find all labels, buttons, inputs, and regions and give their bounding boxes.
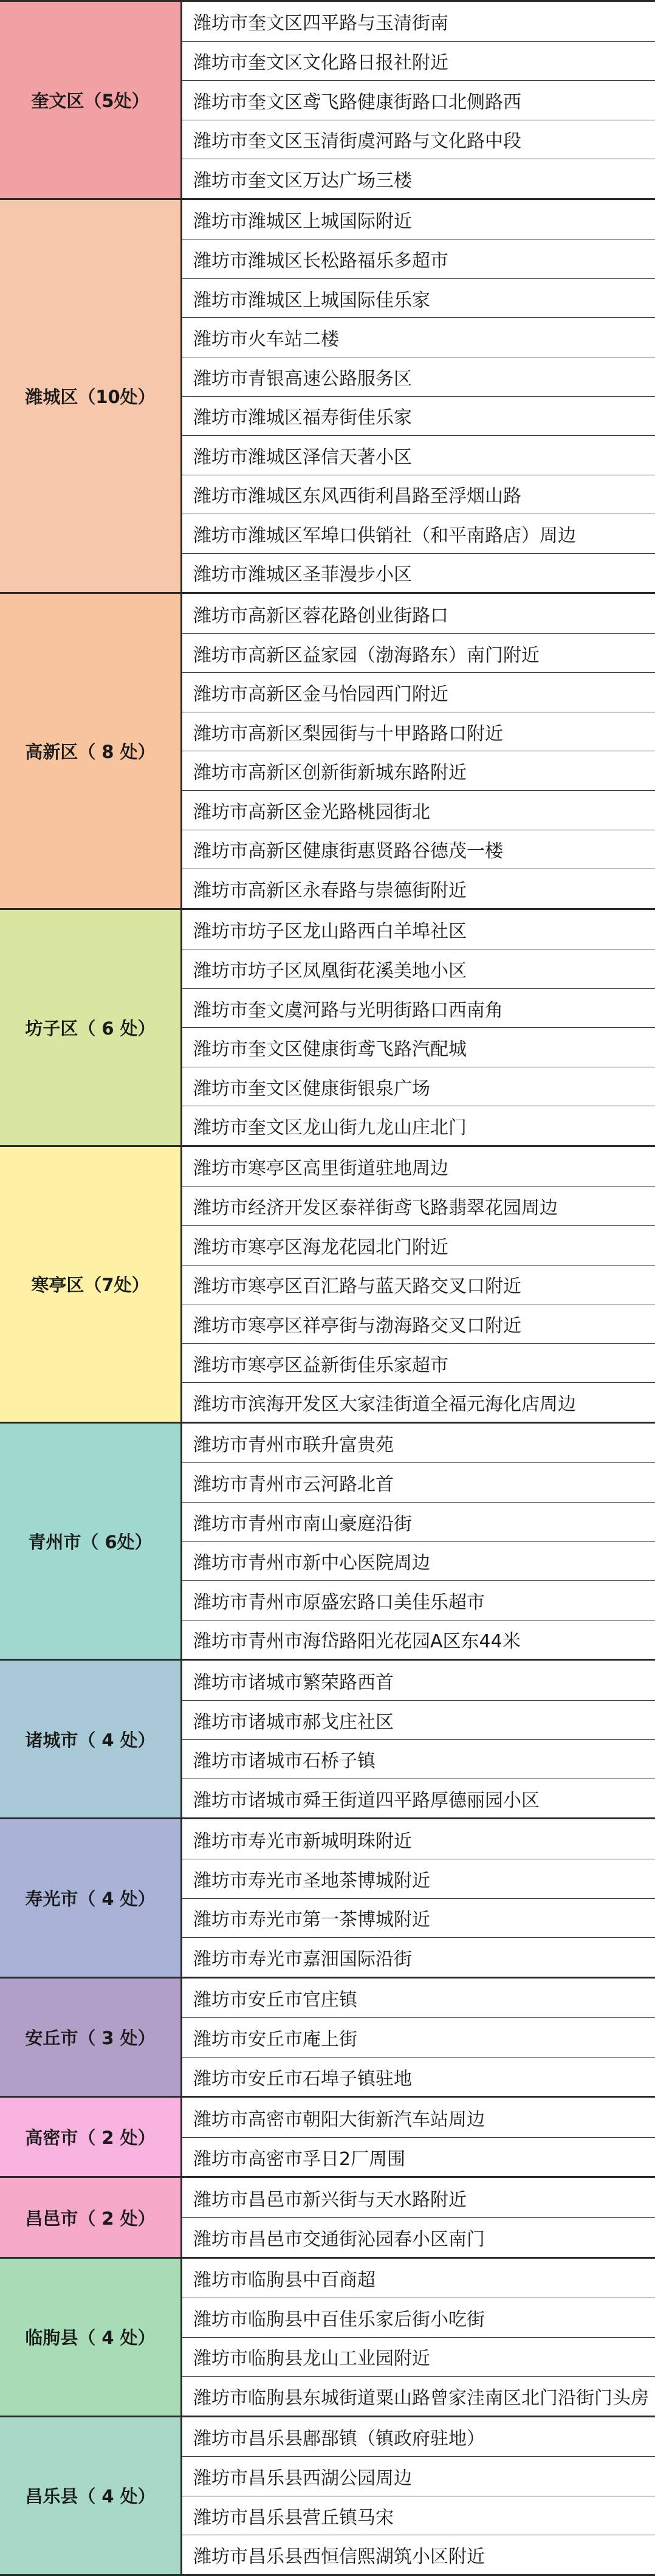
district-section <box>0 2178 655 2256</box>
location-item: 潍坊市潍城区福寿街佳乐家 <box>182 396 655 436</box>
district-label: 寿光市（ 4 处） <box>0 1819 182 1976</box>
district-label: 青州市（ 6处） <box>0 1424 182 1659</box>
location-item: 潍坊市昌邑市交通街沁园春小区南门 <box>182 2217 655 2257</box>
location-item: 潍坊市滨海开发区大家洼街道全福元海化店周边 <box>182 1382 655 1422</box>
location-item: 潍坊市临朐县中百商超 <box>193 2269 376 2291</box>
location-item: 潍坊市高新区永春路与崇德街附近 <box>182 869 655 908</box>
location-item: 潍坊市安丘市官庄镇 <box>193 1989 357 2011</box>
location-item: 潍坊市奎文区健康街银泉广场 <box>182 1067 655 1106</box>
district-section <box>0 1661 655 1817</box>
location-list <box>182 1661 655 1817</box>
location-item: 潍坊市奎文区龙山街九龙山庄北门 <box>182 1106 655 1145</box>
district-label: 高新区（ 8 处） <box>0 594 182 907</box>
location-item: 潍坊市寒亭区益新街佳乐家超市 <box>182 1343 655 1383</box>
location-item: 潍坊市寿光市新城明珠附近 <box>193 1830 412 1852</box>
location-item: 潍坊市奎文区文化路日报社附近 <box>182 41 655 81</box>
location-item: 潍坊市诸城市舜王街道四平路厚德丽园小区 <box>182 1779 655 1818</box>
location-list <box>182 1424 655 1659</box>
location-item: 潍坊市青州市新中心医院周边 <box>182 1541 655 1581</box>
location-item: 潍坊市潍城区泽信天著小区 <box>182 435 655 475</box>
location-item: 潍坊市临朐县东城街道粟山路曾家洼南区北门沿街门头房 <box>182 2376 655 2416</box>
location-item: 潍坊市潍城区上城国际佳乐家 <box>182 278 655 318</box>
location-item: 潍坊市寿光市圣地茶博城附近 <box>182 1859 655 1898</box>
district-label: 寒亭区（7处） <box>0 1147 182 1422</box>
location-item: 潍坊市诸城市郝戈庄社区 <box>182 1700 655 1740</box>
location-item: 潍坊市安丘市庵上街 <box>182 2017 655 2057</box>
location-list <box>182 910 655 1145</box>
location-item: 潍坊市寒亭区祥亭街与渤海路交叉口附近 <box>182 1304 655 1343</box>
district-label: 安丘市（ 3 处） <box>0 1978 182 2096</box>
location-item: 潍坊市高新区金光路桃园街北 <box>182 790 655 830</box>
location-item: 潍坊市潍城区长松路福乐多超市 <box>182 239 655 278</box>
location-list <box>182 2417 655 2574</box>
location-item: 潍坊市潍城区上城国际附近 <box>193 211 412 233</box>
location-item: 潍坊市高密市孚日2厂周围 <box>182 2137 655 2177</box>
location-item: 潍坊市青州市联升富贵苑 <box>193 1434 394 1456</box>
location-item: 潍坊市青州市南山豪庭沿街 <box>182 1502 655 1541</box>
location-item: 潍坊市青州市海岱路阳光花园A区东44米 <box>182 1620 655 1659</box>
location-item: 潍坊市青州市原盛宏路口美佳乐超市 <box>182 1580 655 1620</box>
location-item: 潍坊市青银高速公路服务区 <box>182 357 655 396</box>
district-section <box>0 2417 655 2574</box>
location-item: 潍坊市奎文区玉清街虞河路与文化路中段 <box>182 120 655 159</box>
location-item: 潍坊市昌乐县鄌郚镇（镇政府驻地） <box>193 2428 485 2450</box>
district-section <box>0 1424 655 1659</box>
location-item: 潍坊市寒亭区高里街道驻地周边 <box>193 1158 448 1180</box>
district-section <box>0 2098 655 2176</box>
location-item: 潍坊市高新区益家园（渤海路东）南门附近 <box>182 633 655 673</box>
location-item: 潍坊市寿光市第一茶博城附近 <box>182 1898 655 1938</box>
district-section <box>0 1819 655 1976</box>
district-section <box>0 200 655 593</box>
location-item: 潍坊市高新区梨园街与十甲路路口附近 <box>182 712 655 751</box>
location-item: 潍坊市高新区健康街惠贤路谷德茂一楼 <box>182 830 655 869</box>
location-item: 潍坊市奎文区四平路与玉清街南 <box>193 13 448 35</box>
district-label: 临朐县（ 4 处） <box>0 2259 182 2416</box>
location-list <box>182 1978 655 2096</box>
district-label: 奎文区（5处） <box>0 2 182 198</box>
district-section <box>0 594 655 907</box>
location-item: 潍坊市奎文区万达广场三楼 <box>182 159 655 198</box>
location-item: 潍坊市潍城区圣菲漫步小区 <box>182 553 655 593</box>
district-label: 昌邑市（ 2 处） <box>0 2178 182 2256</box>
district-section <box>0 1147 655 1422</box>
location-item: 潍坊市诸城市石桥子镇 <box>182 1739 655 1779</box>
location-item: 潍坊市潍城区军埠口供销社（和平南路店）周边 <box>182 514 655 553</box>
location-item: 潍坊市昌邑市新兴街与天水路附近 <box>193 2189 467 2211</box>
location-item: 潍坊市高密市朝阳大街新汽车站周边 <box>193 2109 485 2130</box>
district-label: 潍城区（10处） <box>0 200 182 593</box>
location-list <box>182 2098 655 2176</box>
location-list <box>182 2259 655 2416</box>
location-list <box>182 1819 655 1976</box>
location-item: 潍坊市临朐县中百佳乐家后街小吃街 <box>182 2298 655 2337</box>
location-item: 潍坊市昌乐县营丘镇马宋 <box>182 2496 655 2535</box>
location-item: 潍坊市奎文区鸢飞路健康街路口北侧路西 <box>182 80 655 120</box>
location-item: 潍坊市坊子区龙山路西白羊埠社区 <box>193 921 467 942</box>
location-item: 潍坊市经济开发区泰祥街鸢飞路翡翠花园周边 <box>182 1186 655 1226</box>
location-item: 潍坊市诸城市繁荣路西首 <box>193 1672 394 1693</box>
district-section <box>0 2259 655 2416</box>
location-item: 潍坊市奎文区健康街鸢飞路汽配城 <box>182 1027 655 1067</box>
location-item: 潍坊市昌乐县西恒信熙湖筑小区附近 <box>182 2535 655 2574</box>
district-section <box>0 1978 655 2096</box>
location-item: 潍坊市临朐县龙山工业园附近 <box>182 2337 655 2377</box>
location-item: 潍坊市潍城区东风西街利昌路至浮烟山路 <box>182 475 655 514</box>
district-section <box>0 910 655 1145</box>
location-item: 潍坊市青州市云河路北首 <box>182 1462 655 1502</box>
district-label: 昌乐县（ 4 处） <box>0 2417 182 2574</box>
location-item: 潍坊市高新区创新街新城东路附近 <box>182 751 655 790</box>
location-item: 潍坊市坊子区凤凰街花溪美地小区 <box>182 949 655 988</box>
district-label: 坊子区（ 6 处） <box>0 910 182 1145</box>
location-item: 潍坊市高新区金马怡园西门附近 <box>182 672 655 712</box>
location-item: 潍坊市安丘市石埠子镇驻地 <box>182 2057 655 2096</box>
location-item: 潍坊市高新区蓉花路创业街路口 <box>193 605 448 627</box>
location-item: 潍坊市奎文虞河路与光明街路口西南角 <box>182 988 655 1028</box>
location-list <box>182 2 655 198</box>
location-item: 潍坊市火车站二楼 <box>182 317 655 357</box>
district-label: 诸城市（ 4 处） <box>0 1661 182 1817</box>
location-item: 潍坊市寿光市嘉沺国际沿街 <box>182 1937 655 1977</box>
location-item: 潍坊市昌乐县西湖公园周边 <box>182 2456 655 2496</box>
district-label: 高密市（ 2 处） <box>0 2098 182 2176</box>
location-list <box>182 1147 655 1422</box>
location-item: 潍坊市寒亭区海龙花园北门附近 <box>182 1225 655 1265</box>
location-item: 潍坊市寒亭区百汇路与蓝天路交叉口附近 <box>182 1265 655 1304</box>
location-list <box>182 200 655 593</box>
location-list <box>182 2178 655 2256</box>
location-list <box>182 594 655 907</box>
district-section <box>0 2 655 198</box>
